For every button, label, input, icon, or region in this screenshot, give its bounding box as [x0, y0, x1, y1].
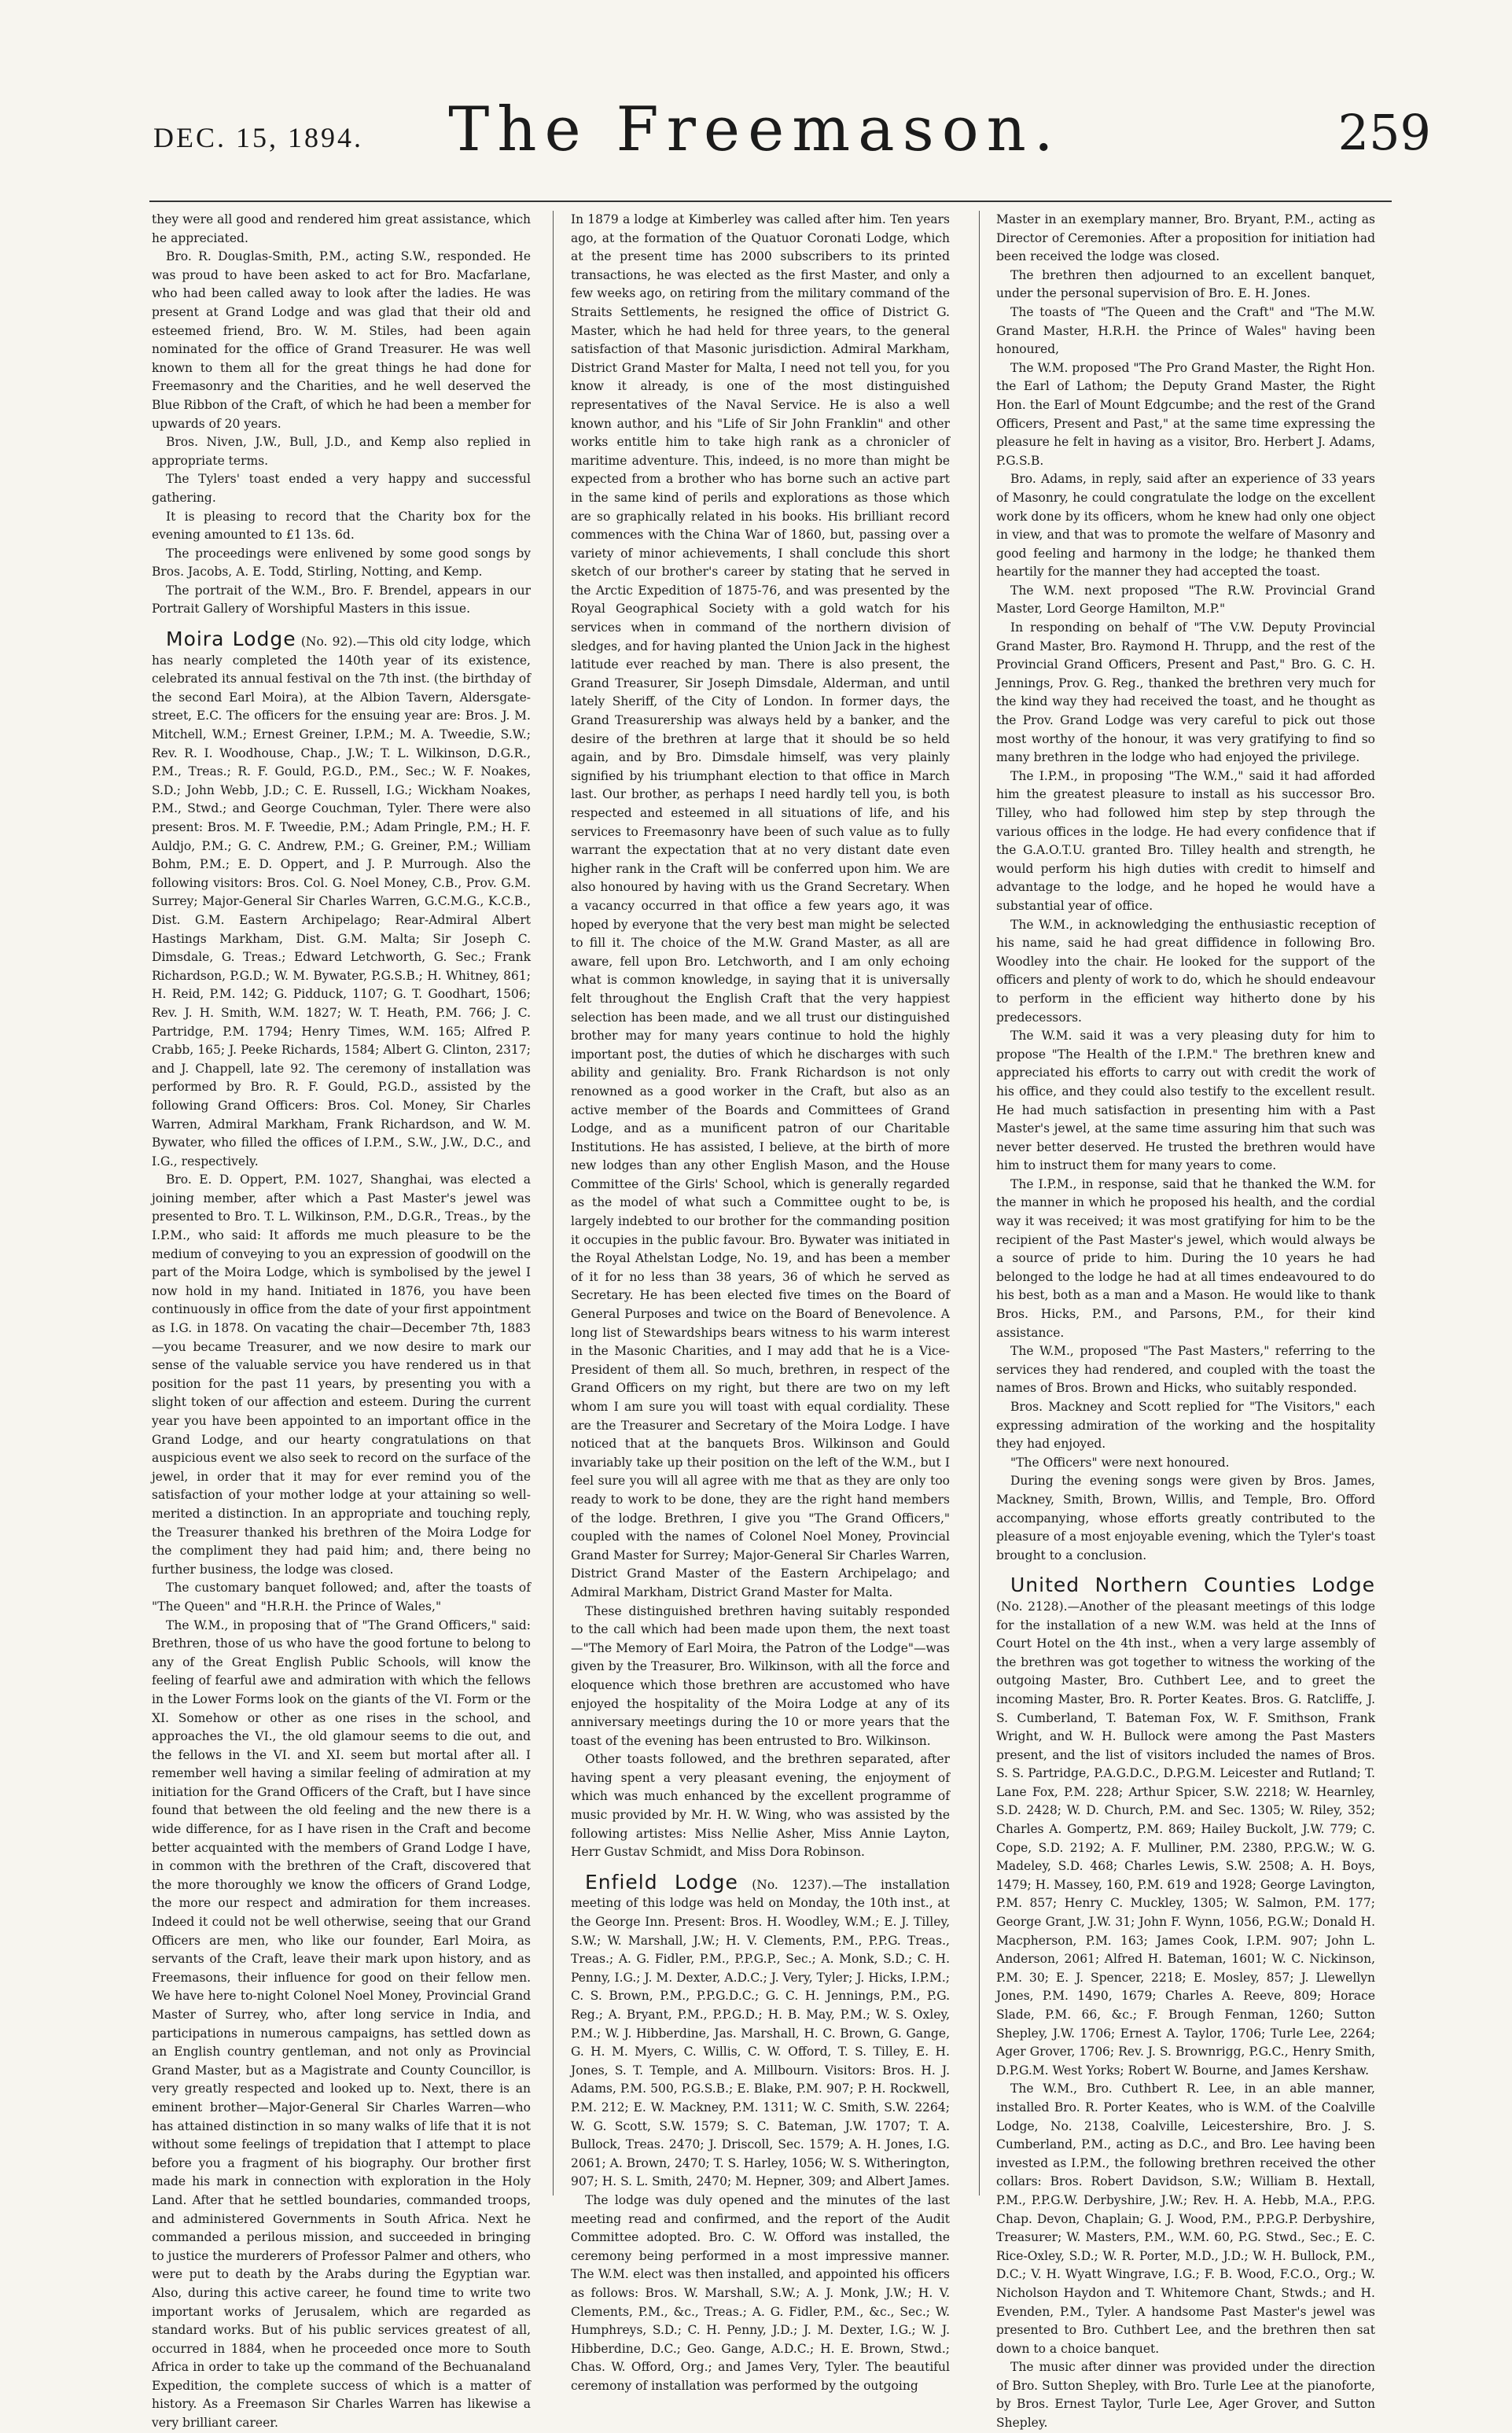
paragraph: The proceedings were enlivened by some good songs by Bros. Jacobs, A. E. Todd, Stirling, Notting, and Kemp.	[152, 546, 531, 580]
paragraph: Bros. Niven, J.W., Bull, J.D., and Kemp also replied in appropriate terms.	[152, 435, 531, 468]
paragraph: The W.M. next proposed "The R.W. Provincial Grand Master, Lord George Hamilton, M.P."	[996, 583, 1375, 617]
paragraph: These distinguished brethren having suitably responded to the call which had been made upon them, the next toast—"The Memory of Earl Moira, the Patron of the Lodge"—was given by the Treasurer, Bro. Wilkinson, with all the force and eloquence which those brethren are accustomed who have enjoyed the hospitality of the Moira Lodge at any of its anniversary meetings during the 10 or more years that the toast of the evening has been entrusted to Bro. Wilkinson.	[571, 1603, 950, 1748]
paragraph: Other toasts followed, and the brethren separated, after having spent a very pleasant evening, the enjoyment of which was much enhanced by the excellent programme of music provided by Mr. H. W. Wing, who was assisted by the following artistes: Miss Nellie Asher, Miss Annie Layton, Herr Gustav Schmidt, and Miss Dora Robinson.	[571, 1752, 950, 1860]
paragraph: they were all good and rendered him great assistance, which he appreciated.	[152, 212, 531, 245]
paragraph: The music after dinner was provided under the direction of Bro. Sutton Shepley, with Bro. Turle Lee at the pianoforte, by Bros. Ernest Taylor, Turle Lee, Ager Grover, and Sutton Shepley.	[996, 2360, 1375, 2431]
article-united-northern-counties-lodge	[996, 1576, 1375, 2080]
masthead	[47, 94, 1462, 204]
paragraph: —Another of the pleasant meetings of this lodge for the installation of a new W.M. was held at the Inns of Court Hotel on the 4th inst., when a very large assembly of the brethren was got together to witness the working of the outgoing Master, Bro. Cuthbert Lee, and to greet the incoming Master, Bro. R. Porter Keates. Bros. G. Ratcliffe, J. S. Cumberland, T. Bateman Fox, W. F. Smithson, Frank Wright, and W. H. Bullock were among the Past Masters present, and the list of visitors included the names of Bros. S. S. Partridge, P.A.G.D.C., D.P.G.M. Leicester and Rutland; T. Lane Fox, P.M. 228; Arthur Spicer, S.W. 2218; W. Hearnley, S.D. 2428; W. D. Church, P.M. and Sec. 1305; W. Riley, 352; Charles A. Gompertz, P.M. 869; Hailey Buckolt, J.W. 779; C. Cope, S.D. 2192; A. F. Mulliner, P.M. 2380, P.P.G.W.; W. G. Madeley, S.D. 468; Charles Lewis, S.W. 2508; A. H. Boys, 1479; H. Massey, 160, P.M. 619 and 1928; George Lavington, P.M. 857; Henry C. Muckley, 1305; W. Salmon, P.M. 177; George Grant, J.W. 31; John F. Wynn, 1056, P.G.W.; Donald H. Macpherson, P.M. 163; James Cook, I.P.M. 907; John L. Anderson, 2061; Alfred H. Bateman, 1601; W. C. Nickinson, P.M. 30; E. J. Spencer, 2218; E. Mosley, 857; J. Llewellyn Jones, P.M. 1490, 1679; Charles A. Reeve, 809; Horace Slade, P.M. 66, &c.; F. Brough Fenman, 1260; Sutton Shepley, J.W. 1706; Ernest A. Taylor, 1706; Turle Lee, 2264; Ager Grover, 1706; Rev. J. S. Brownrigg, P.G.C., Henry Smith, D.P.G.M. West Yorks; Robert W. Bourne, and James Kershaw.	[996, 1599, 1375, 2078]
paragraph: Bro. R. Douglas-Smith, P.M., acting S.W., responded. He was proud to have been asked to act for Bro. Macfarlane, who had been called away to look after the ladies. He was present at Grand Lodge and was glad that their old and esteemed friend, Bro. W. M. Stiles, had been again nominated for the office of Grand Treasurer. He was well known to them all for the great things he had done for Freemasonry and the Charities, and he well deserved the Blue Ribbon of the Craft, of which he had been a member for upwards of 20 years.	[152, 249, 531, 431]
page-number: 259	[1337, 104, 1431, 161]
article-enfield-lodge	[571, 1870, 950, 2192]
paragraph: —The installation meeting of this lodge was held on Monday, the 10th inst., at the George Inn. Present: Bros. H. Woodley, W.M.; E. J. Tilley, S.W.; W. Marshall, J.W.; H. V. Clements, P.M., P.P.G. Treas., Treas.; A. G. Fidler, P.M., P.P.G.P., Sec.; A. Monk, S.D.; C. H. Penny, I.G.; J. M. Dexter, A.D.C.; J. Very, Tyler; J. Hicks, I.P.M.; C. S. Brown, P.M., P.P.G.D.C.; G. C. H. Jennings, P.M., P.G. Reg.; A. Bryant, P.M., P.P.G.D.; H. B. May, P.M.; W. S. Oxley, P.M.; W. J. Hibberdine, Jas. Marshall, H. C. Brown, G. Gange, G. H. M. Myers, C. Willis, C. W. Offord, T. S. Tilley, E. H. Jones, S. T. Temple, and A. Millbourn. Visitors: Bros. H. J. Adams, P.M. 500, P.G.S.B.; E. Blake, P.M. 907; P. H. Rockwell, P.M. 212; E. W. Mackney, P.M. 1311; W. C. Smith, S.W. 2264; W. G. Scott, S.W. 1579; S. C. Bateman, J.W. 1707; T. A. Bullock, Treas. 2470; J. Driscoll, Sec. 1579; A. H. Jones, I.G. 2061; A. Brown, 2470; T. S. Harley, 1056; W. S. Witherington, 907; H. S. L. Smith, 2470; M. Hepner, 309; and Albert James.	[571, 1877, 950, 2189]
paragraph: In 1879 a lodge at Kimberley was called after him. Ten years ago, at the formation of the Quatuor Coronati Lodge, which at the present time has 2000 subscribers to its printed transactions, he was elected as the first Master, and only a few weeks ago, on retiring from the military command of the Straits Settlements, he resigned the office of District G. Master, which he had held for three years, to the general satisfaction of that Masonic jurisdiction. Admiral Markham, District Grand Master for Malta, I need not tell you, for you know it already, is one of the most distinguished representatives of the Naval Service. He is also a well known author, and his "Life of Sir John Franklin" and other works entitle him to take high rank as a chronicler of maritime adventure. This, indeed, is no more than might be expected from a brother who has borne such an active part in the same kind of perils and explorations as those which are so graphically related in his books. His brilliant record commences with the China War of 1860, but, passing over a variety of minor achievements, I shall conclude this short sketch of our brother's career by stating that he served in the Arctic Expedition of 1875-76, and was presented by the Royal Geographical Society with a gold watch for his services when in command of the northern division of sledges, and for having planted the Union Jack in the highest latitude ever reached by man. There is also present, the Grand Treasurer, Sir Joseph Dimsdale, Alderman, and until lately Sheriff, of the City of London. In former days, the Grand Treasurership was always held by a banker, and the desire of the brethren at large that it should be so held again, and by Bro. Dimsdale himself, was very plainly signified by his triumphant election to that office in March last. Our brother, as perhaps I need hardly tell you, is both respected and esteemed in all situations of life, and his services to Freemasonry have been of such value as to fully warrant the expectation that at no very distant date even higher rank in the Craft will be conferred upon him. We are also honoured by having with us the Grand Secretary. When a vacancy occurred in that office a few years ago, it was hoped by everyone that the very best man might be selected to fill it. The choice of the M.W. Grand Master, as all are aware, fell upon Bro. Letchworth, and I am only echoing what is common knowledge, in saying that it is universally felt throughout the English Craft that the very happiest selection has been made, and we all trust our distinguished brother may for many years continue to hold the highly important post, the duties of which he discharges with such ability and geniality. Bro. Frank Richardson is not only renowned as a good worker in the Craft, but also as an active member of the Boards and Committees of Grand Lodge, and as a munificent patron of our Charitable Institutions. He has assisted, I believe, at the birth of more new lodges than any other English Mason, and the House Committee of the Girls' School, which is generally regarded as the model of what such a Committee ought to be, is largely indebted to our brother for the commanding position it occupies in the public favour. Bro. Bywater was initiated in the Royal Athelstan Lodge, No. 19, and has been a member of it for no less than 38 years, 36 of which he served as Secretary. He has been elected five times on the Board of General Purposes and twice on the Board of Benevolence. A long list of Stewardships bears witness to his warm interest in the Masonic Charities, and I may add that he is a Vice-President of them all. So much, brethren, in respect of the Grand Officers on my right, but there are two on my left whom I am sure you will toast with equal cordiality. These are the Treasurer and Secretary of the Moira Lodge. I have noticed that at the banquets Bros. Wilkinson and Gould invariably take up their position on the left of the W.M., but I feel sure you will all agree with me that as they are only too ready to work to be done, they are the right hand members of the lodge. Brethren, I give you "The Grand Officers," coupled with the names of Colonel Noel Money, Provincial Grand Master for Surrey; Major-General Sir Charles Warren, District Grand Master of the Eastern Archipelago; and Admiral Markham, District Grand Master for Malta.	[571, 212, 950, 1599]
paragraph: The Tylers' toast ended a very happy and successful gathering.	[152, 472, 531, 505]
column-1	[152, 211, 531, 2431]
newspaper-title: The Freemason.	[448, 94, 1061, 165]
paragraph: The W.M., Bro. Cuthbert R. Lee, in an able manner, installed Bro. R. Porter Keates, who is W.M. of the Coalville Lodge, No. 2138, Coalville, Leicestershire, Bro. J. S. Cumberland, P.M., acting as D.C., and Bro. Lee having been invested as I.P.M., the following brethren received the other collars: Bros. Robert Davidson, S.W.; William B. Hextall, P.M., P.P.G.W. Derbyshire, J.W.; Rev. H. A. Hebb, M.A., P.P.G. Chap. Devon, Chaplain; G. J. Wood, P.M., P.P.G.P. Derbyshire, Treasurer; W. Masters, P.M., W.M. 60, P.G. Stwd., Sec.; E. C. Rice-Oxley, S.D.; W. R. Porter, M.D., J.D.; W. H. Bullock, P.M., D.C.; V. H. Wyatt Wingrave, I.G.; F. B. Wood, F.C.O., Org.; W. Nicholson Haydon and T. Whitemore Chant, Stwds.; and H. Evenden, P.M., Tyler. A handsome Past Master's jewel was presented to Bro. Cuthbert Lee, and the brethren then sat down to a choice banquet.	[996, 2081, 1375, 2356]
lodge-number: (No. 1237).	[752, 1877, 832, 1892]
paragraph: The W.M. said it was a very pleasing duty for him to propose "The Health of the I.P.M." The brethren knew and appreciated his efforts to carry out with credit the work of his office, and they could also testify to the excellent result. He had much satisfaction in presenting him with a Past Master's jewel, at the same time assuring him that such was never better deserved. He trusted the brethren would have him to instruct them for many years to come.	[996, 1029, 1375, 1173]
issue-date: DEC. 15, 1894.	[153, 122, 363, 153]
column-2	[571, 211, 950, 2393]
paragraph: It is pleasing to record that the Charity box for the evening amounted to £1 13s. 6d.	[152, 509, 531, 543]
lodge-number: (No. 2128).	[996, 1599, 1068, 1614]
paragraph: Master in an exemplary manner, Bro. Bryant, P.M., acting as Director of Ceremonies. After a proposition for initiation had been received the lodge was closed.	[996, 212, 1375, 264]
paragraph: The toasts of "The Queen and the Craft" and "The M.W. Grand Master, H.R.H. the Prince of Wales" having been honoured,	[996, 304, 1375, 357]
article-heading: Moira Lodge	[166, 628, 296, 651]
paragraph: During the evening songs were given by Bros. James, Mackney, Smith, Brown, Willis, and Temple, Bro. Offord accompanying, whose efforts greatly contributed to the pleasure of a most enjoyable evening, which the Tyler's toast brought to a conclusion.	[996, 1474, 1375, 1562]
article-heading: United Northern Counties Lodge	[1010, 1574, 1375, 1597]
article-heading: Enfield Lodge	[585, 1870, 738, 1894]
paragraph: The brethren then adjourned to an excellent banquet, under the personal supervision of Bro. E. H. Jones.	[996, 267, 1375, 301]
paragraph: The I.P.M., in proposing "The W.M.," said it had afforded him the greatest pleasure to install as his successor Bro. Tilley, who had followed him step by step through the various offices in the lodge. He had every confidence that if the G.A.O.T.U. granted Bro. Tilley health and strength, he would perform his high duties with credit to himself and advantage to the lodge, and he hoped he would have a substantial year of office.	[996, 768, 1375, 913]
paragraph: The W.M., in proposing that of "The Grand Officers," said: Brethren, those of us who have the good fortune to belong to any of the Great English Public Schools, will know the feeling of fearful awe and admiration with which the fellows in the Lower Forms look on the giants of the VI. Form or the XI. Somehow or other as one rises in the school, and approaches the VI., the old glamour seems to die out, and the fellows in the VI. and XI. seem but mortal after all. I remember well having a similar feeling of admiration at my initiation for the Grand Officers of the Craft, but I have since found that between the old feeling and the new there is a wide difference, for as I have risen in the Craft and become better acquainted with the members of Grand Lodge I have, in common with the brethren of the Craft, discovered that the more thoroughly we know the officers of Grand Lodge, the more our respect and admiration for them increases. Indeed it could not be well otherwise, seeing that our Grand Officers are men, who like our founder, Earl Moira, as servants of the Craft, leave their mark upon history, and as Freemasons, their influence for good on their fellow men. We have here to-night Colonel Noel Money, Provincial Grand Master of Surrey, who, after long service in India, and participations in numerous campaigns, has settled down as an English country gentleman, and not only as Provincial Grand Master, but as a Magistrate and County Councillor, is very greatly respected and looked up to. Next, there is an eminent brother—Major-General Sir Charles Warren—who has attained distinction in so many walks of life that it is not without some feelings of trepidation that I attempt to place before you a fragment of his biography. Our brother first made his mark in connection with exploration in the Holy Land. After that he settled boundaries, commanded troops, and administered Governments in South Africa. Next he commanded a perilous mission, and succeeded in bringing to justice the murderers of Professor Palmer and others, who were put to death by the Arabs during the Egyptian war. Also, during this active career, he found time to write two important works of Jerusalem, which are regarded as standard works. But of his public services greatest of all, occurred in 1884, when he proceeded once more to South Africa in order to take up the command of the Bechuanaland Expedition, the complete success of which is a matter of history. As a Freemason Sir Charles Warren has likewise a very brilliant career.	[152, 1618, 531, 2431]
paragraph: In responding on behalf of "The V.W. Deputy Provincial Grand Master, Bro. Raymond H. Thrupp, and the rest of the Provincial Grand Officers, Present and Past," Bro. G. C. H. Jennings, Prov. G. Reg., thanked the brethren very much for the kind way they had received the toast, and he thought as the Prov. Grand Lodge was very careful to pick out those most worthy of the honour, it was very gratifying to find so many brethren in the lodge who had enjoyed the privilege.	[996, 620, 1375, 765]
paragraph: The W.M., proposed "The Past Masters," referring to the services they had rendered, and coupled with the toast the names of Bros. Brown and Hicks, who suitably responded.	[996, 1344, 1375, 1396]
paragraph: The portrait of the W.M., Bro. F. Brendel, appears in our Portrait Gallery of Worshipful Masters in this issue.	[152, 583, 531, 617]
column-3	[996, 211, 1375, 2431]
paragraph: —This old city lodge, which has nearly completed the 140th year of its existence, celebrated its annual festival on the 7th inst. (the birthday of the second Earl Moira), at the Albion Tavern, Aldersgate-street, E.C. The officers for the ensuing year are: Bros. J. M. Mitchell, W.M.; Ernest Greiner, I.P.M.; M. A. Tweedie, S.W.; Rev. R. I. Woodhouse, Chap., J.W.; T. L. Wilkinson, D.G.R., P.M., Treas.; R. F. Gould, P.G.D., P.M., Sec.; W. F. Noakes, S.D.; John Webb, J.D.; C. E. Russell, I.G.; Wickham Noakes, P.M., Stwd.; and George Couchman, Tyler. There were also present: Bros. M. F. Tweedie, P.M.; Adam Pringle, P.M.; H. F. Auldjo, P.M.; G. C. Andrew, P.M.; G. Greiner, P.M.; William Bohm, P.M.; E. D. Oppert, and J. P. Murrough. Also the following visitors: Bros. Col. G. Noel Money, C.B., Prov. G.M. Surrey; Major-General Sir Charles Warren, G.C.M.G., K.C.B., Dist. G.M. Eastern Archipelago; Rear-Admiral Albert Hastings Markham, Dist. G.M. Malta; Sir Joseph C. Dimsdale, G. Treas.; Edward Letchworth, G. Sec.; Frank Richardson, P.G.D.; W. M. Bywater, P.G.S.B.; H. Whitney, 861; H. Reid, P.M. 142; G. Pidduck, 1107; G. T. Goodhart, 1506; Rev. J. H. Smith, W.M. 1827; W. T. Heath, P.M. 766; J. C. Partridge, P.M. 1794; Henry Times, W.M. 165; Alfred P. Crabb, 165; J. Peeke Richards, 1584; Albert G. Clinton, 2317; and J. Chappell, late 92. The ceremony of installation was performed by Bro. R. F. Gould, P.G.D., assisted by the following Grand Officers: Bros. Col. Money, Sir Charles Warren, Admiral Markham, Frank Richardson, and W. M. Bywater, who filled the offices of I.P.M., S.W., J.W., D.C., and I.G., respectively.	[152, 635, 531, 1169]
column-divider	[553, 211, 554, 2196]
paragraph: Bro. E. D. Oppert, P.M. 1027, Shanghai, was elected a joining member, after which a Past Master's jewel was presented to Bro. T. L. Wilkinson, P.M., D.G.R., Treas., by the I.P.M., who said: It affords me much pleasure to be the medium of conveying to you an expression of goodwill on the part of the Moira Lodge, which is symbolised by the jewel I now hold in my hand. Initiated in 1876, you have been continuously in office from the date of your first appointment as I.G. in 1878. On vacating the chair—December 7th, 1883—you became Treasurer, and we now desire to mark our sense of the valuable service you have rendered us in that position for the past 11 years, by presenting you with a slight token of our affection and esteem. During the current year you have been appointed to an important office in the Grand Lodge, and our hearty congratulations on that auspicious event we also seek to record on the surface of the jewel, in order that it may for ever remind you of the satisfaction of your mother lodge at your attaining so well-merited a distinction. In an appropriate and touching reply, the Treasurer thanked his brethren of the Moira Lodge for the compliment they had paid him; and, there being no further business, the lodge was closed.	[152, 1172, 531, 1577]
paragraph: Bros. Mackney and Scott replied for "The Visitors," each expressing admiration of the working and the hospitality they had enjoyed.	[996, 1400, 1375, 1452]
column-divider	[979, 211, 980, 2196]
paragraph: The lodge was duly opened and the minutes of the last meeting read and confirmed, and the report of the Audit Committee adopted. Bro. C. W. Offord was installed, the ceremony being performed in a most impressive manner. The W.M. elect was then installed, and appointed his officers as follows: Bros. W. Marshall, S.W.; A. J. Monk, J.W.; H. V. Clements, P.M., &c., Treas.; A. G. Fidler, P.M., &c., Sec.; W. Humphreys, S.D.; C. H. Penny, J.D.; J. M. Dexter, I.G.; W. J. Hibberdine, D.C.; Geo. Gange, A.D.C.; H. E. Brown, Stwd.; Chas. W. Offord, Org.; and James Very, Tyler. The beautiful ceremony of installation was performed by the outgoing	[571, 2192, 950, 2393]
paragraph: Bro. Adams, in reply, said after an experience of 33 years of Masonry, he could congratulate the lodge on the excellent work done by its officers, whom he knew had only one object in view, and that was to promote the welfare of Masonry and good feeling and harmony in the lodge; he thanked them heartily for the manner they had accepted the toast.	[996, 472, 1375, 580]
paragraph: "The Officers" were next honoured.	[1010, 1455, 1230, 1470]
lodge-number: (No. 92).	[300, 635, 357, 650]
header-rule	[149, 201, 1392, 202]
paragraph: The W.M., in acknowledging the enthusiastic reception of his name, said he had great diffidence in following Bro. Woodley into the chair. He looked for the support of the officers and plenty of work to do, which he should endeavour to perform in the efficient way hitherto done by his predecessors.	[996, 917, 1375, 1025]
article-moira-lodge	[152, 630, 531, 1171]
paragraph: The I.P.M., in response, said that he thanked the W.M. for the manner in which he proposed his health, and the cordial way it was received; it was most gratifying for him to be the recipient of the Past Master's jewel, which would always be a source of pride to him. During the 10 years he had belonged to the lodge he had at all times endeavoured to do his best, both as a man and a Mason. He would like to thank Bros. Hicks, P.M., and Parsons, P.M., for their kind assistance.	[996, 1176, 1375, 1340]
paragraph: The customary banquet followed; and, after the toasts of "The Queen" and "H.R.H. the Prince of Wales,"	[152, 1581, 531, 1614]
paragraph: The W.M. proposed "The Pro Grand Master, the Right Hon. the Earl of Lathom; the Deputy Grand Master, the Right Hon. the Earl of Mount Edgcumbe; and the rest of the Grand Officers, Present and Past," at the same time expressing the pleasure he felt in having as a visitor, Bro. Herbert J. Adams, P.G.S.B.	[996, 360, 1375, 468]
